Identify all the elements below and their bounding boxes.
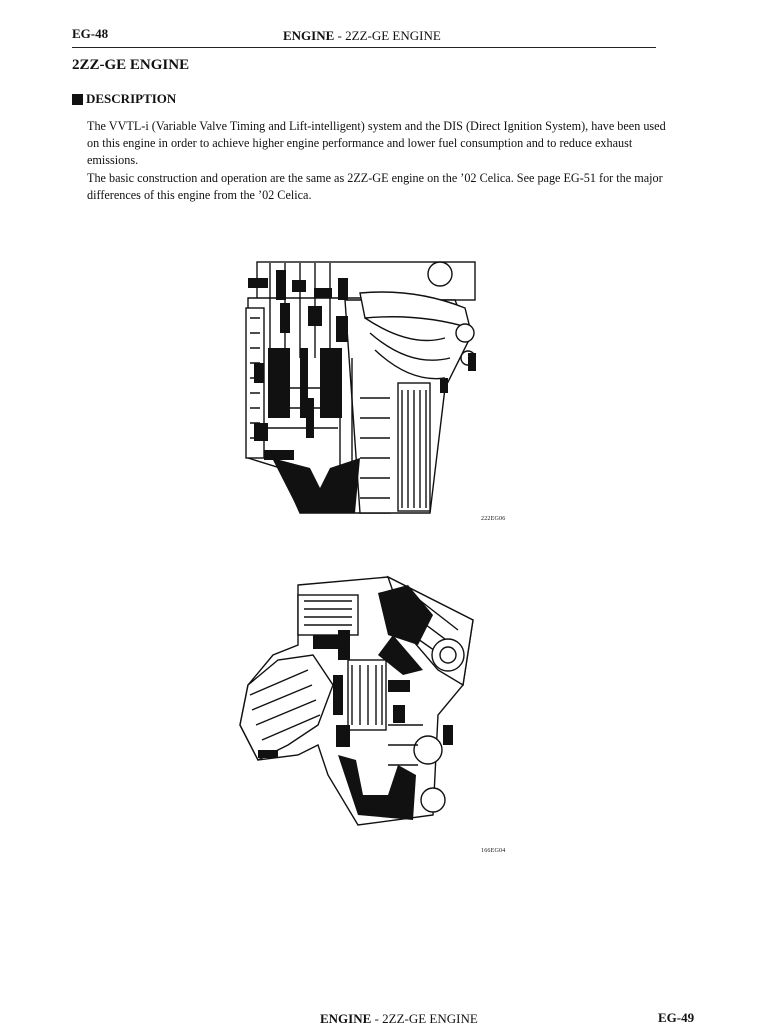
description-paragraph: The VVTL-i (Variable Valve Timing and Lift-intelligent) system and the DIS (Direct Ignition System), have been used on this engine in order to achieve higher engine performance and lower fuel consumption and to reduce exhaust emissions. xyxy=(87,119,666,168)
figure-code: 222EG06 xyxy=(481,516,506,522)
header-title xyxy=(283,28,441,44)
header-title-bold: ENGINE xyxy=(283,28,335,43)
description-body xyxy=(87,118,667,204)
footer-title xyxy=(320,1011,478,1027)
header-rule xyxy=(72,47,656,48)
header-title-rest: - 2ZZ-GE ENGINE xyxy=(334,28,441,43)
engine-cutaway-figure-front xyxy=(240,258,480,518)
section-title: 2ZZ-GE ENGINE xyxy=(72,57,190,73)
subsection-heading xyxy=(72,91,176,107)
figure-code: 166EG04 xyxy=(481,848,506,854)
description-paragraph: The basic construction and operation are the same as 2ZZ-GE engine on the ’02 Celica. See page EG-51 for the major differences of this engine from the ’02 Celica. xyxy=(87,170,663,202)
square-bullet-icon xyxy=(72,94,83,105)
engine-cutaway-figure-angled xyxy=(238,575,478,830)
page-header xyxy=(72,26,656,46)
footer-title-bold: ENGINE xyxy=(320,1011,372,1026)
header-page-number: EG-48 xyxy=(72,26,109,41)
footer-page-number: EG-49 xyxy=(658,1010,695,1025)
footer-title-rest: - 2ZZ-GE ENGINE xyxy=(371,1011,478,1026)
subsection-title: DESCRIPTION xyxy=(86,91,177,106)
